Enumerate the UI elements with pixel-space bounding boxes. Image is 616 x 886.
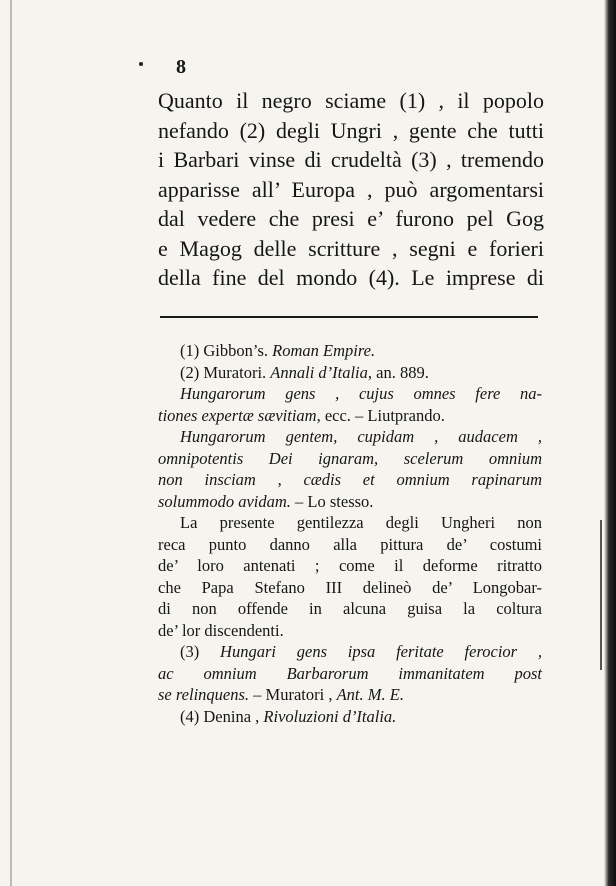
footnote-title: Annali d’Italia [270, 362, 368, 382]
quote-source: , ecc. – Liutprando. [316, 405, 445, 425]
quote-line: non insciam , cædis et omnium rapinarum [158, 470, 542, 489]
footnote-detail: , an. 889. [367, 362, 429, 382]
quote-source-title: Ant. M. E. [336, 685, 404, 704]
text-line: nefando (2) degli Ungri , gente che tutti [158, 117, 544, 143]
footnote-3 [158, 641, 542, 663]
ink-dot [139, 62, 143, 66]
text-line: apparisse all’ Europa , può argomentarsi [158, 176, 544, 202]
quote-line: Hungarorum gentem, cupidam , audacem , [180, 427, 542, 446]
quote-source: – Muratori , [253, 685, 333, 704]
quote-line: Hungarorum gens , cujus omnes fere na- [180, 384, 542, 403]
page-left-edge [10, 0, 12, 886]
quote-line [158, 684, 542, 706]
text-line: della fine del mondo (4). Le imprese di [158, 265, 544, 290]
footnote-number: (4) [180, 706, 200, 726]
footnote-author: Denina , [203, 706, 260, 726]
quote-line [158, 491, 542, 513]
text-line: i Barbari vinse di crudeltà (3) , tremendo [158, 147, 544, 172]
text-line: dal vedere che presi e’ furono pel Gog [158, 206, 544, 231]
page-number: 8 [176, 56, 186, 78]
footnote-author: Muratori. [203, 362, 267, 382]
footnote-number: (3) [180, 642, 200, 661]
footnote-number: (1) [180, 341, 200, 360]
main-text [158, 86, 544, 293]
page-right-edge-shadow [604, 0, 616, 886]
note-paragraph-line: che Papa Stefano III delineò de’ Longobar- [158, 577, 542, 597]
quote-text: tiones expertæ sævitiam [158, 405, 317, 425]
quote-line: ac omnium Barbarorum immanitatem post [158, 663, 542, 683]
footnote-number: (2) [180, 362, 200, 382]
quote-text: se relinquens. [158, 685, 250, 704]
quote-text: Hungari gens ipsa feritate ferocior , [220, 642, 543, 661]
footnote-4 [158, 706, 542, 728]
footnote-title: Rivoluzioni d’Italia. [263, 706, 397, 726]
note-paragraph-line: de’ lor discendenti. [158, 620, 284, 640]
quote-line: omnipotentis Dei ignaram, scelerum omnium [158, 448, 542, 468]
footnotes [158, 340, 542, 727]
page-right-edge-line [600, 520, 602, 670]
footnote-1 [158, 340, 542, 362]
quote-source: – Lo stesso. [295, 491, 374, 511]
text-line: Quanto il negro sciame (1) , il popolo [158, 88, 544, 113]
note-paragraph-line: di non offende in alcuna guisa la coltura [158, 599, 542, 618]
note-paragraph-line: La presente gentilezza degli Ungheri non [180, 513, 542, 532]
footnote-rule [160, 316, 538, 318]
quote-text: solummodo avidam. [158, 491, 291, 511]
text-line: e Magog delle scritture , segni e forieri [158, 235, 544, 261]
note-paragraph-line: reca punto danno alla pittura de’ costumi [158, 534, 542, 554]
quote-line [158, 405, 542, 427]
footnote-author: Gibbon’s. [203, 341, 269, 360]
footnote-title: Roman Empire. [272, 341, 376, 360]
note-paragraph-line: de’ loro antenati ; come il deforme ritratto [158, 556, 542, 575]
footnote-2 [158, 362, 542, 384]
